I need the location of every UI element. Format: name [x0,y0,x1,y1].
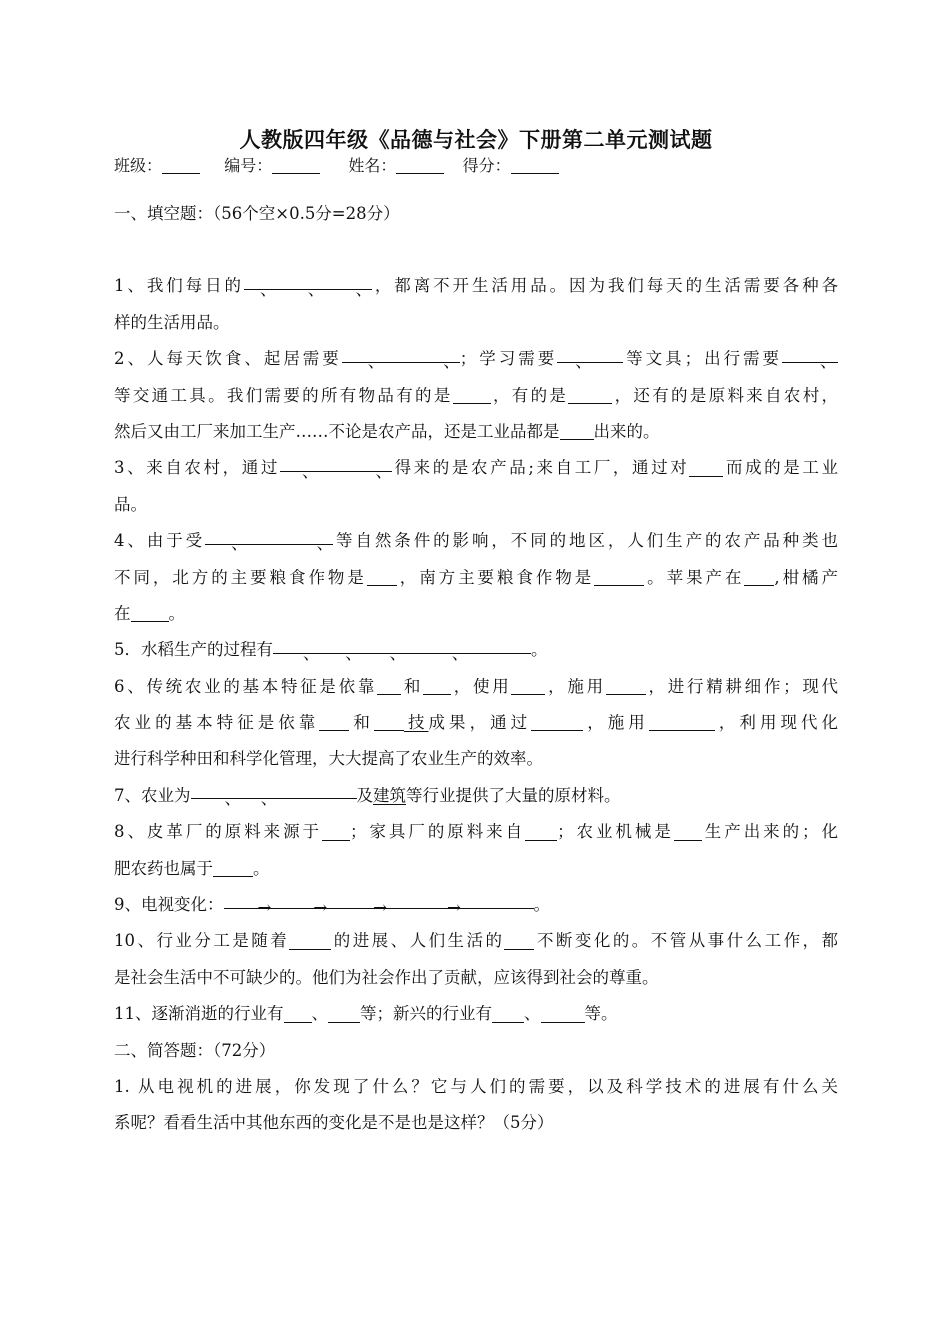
answer-blank[interactable]: 、 、 [191,781,357,799]
answer-blank[interactable] [560,422,594,440]
underlined-text: 技 [403,713,429,733]
answer-blank[interactable]: 、 、 、 [244,272,372,290]
answer-blank[interactable] [492,1004,524,1022]
answer-blank[interactable] [377,677,401,695]
question-4-line-3: 在 。 [114,603,185,623]
answer-blank[interactable] [541,1004,585,1022]
answer-blank[interactable] [525,822,557,840]
question-2-line-1: 2、人每天饮食、起居需要 、 、；学习需要 、 等文具；出行需要 、 [114,341,838,377]
question-1-line-2: 样的生活用品。 [114,312,230,332]
questions-body [114,196,838,1142]
short-answer-1-line-2: 系呢？看看生活中其他东西的变化是不是也是这样？（5分） [114,1113,554,1133]
class-label: 班级： [114,156,163,175]
answer-blank[interactable] [689,458,723,476]
question-4-line-1: 4、由于受 、 、等自然条件的影响，不同的地区，人们生产的农产品种类也 [114,523,838,559]
name-field[interactable] [396,156,444,174]
question-8-line-1: 8、皮革厂的原料来源于 ；家具厂的原料来自 ；农业机械是 生产出来的；化 [114,822,839,842]
answer-blank[interactable] [649,713,715,731]
answer-blank[interactable] [319,713,349,731]
answer-blank[interactable] [744,568,774,586]
answer-blank[interactable] [328,1004,360,1022]
question-3-line-2: 品。 [114,494,147,514]
answer-blank[interactable] [531,713,583,731]
answer-blank[interactable]: 、 、 [342,344,460,362]
answer-blank[interactable]: → → → → [224,890,534,908]
section2-heading: 二、简答题：（72分） [114,1040,276,1060]
question-4-line-2: 不同，北方的主要粮食作物是 ，南方主要粮食作物是 。苹果产在 ,柑橘产 [114,567,839,587]
question-10-line-1: 10、行业分工是随着 的进展、人们生活的 不断变化的。不管从事什么工作，都 [114,931,839,951]
question-2-line-2: 等交通工具。我们需要的所有物品有的是 ，有的是 ，还有的是原料来自农村， [114,385,839,405]
question-3-line-1: 3、来自农村，通过 、 、得来的是农产品;来自工厂，通过对 而成的是工业 [114,450,838,486]
short-answer-1-line-1: 1. 从电视机的进展，你发现了什么？它与人们的需要，以及科学技术的进展有什么关 [114,1076,838,1096]
section1-heading: 一、填空题：（56个空×0.5分=28分） [114,204,400,223]
answer-blank[interactable] [284,1004,312,1022]
answer-blank[interactable]: 、 、 [280,454,392,472]
answer-blank[interactable] [131,604,169,622]
answer-blank[interactable] [423,677,451,695]
question-6-line-1: 6、传统农业的基本特征是依靠 和 ，使用 ，施用 ，进行精耕细作；现代 [114,676,839,696]
question-11: 11、逐渐消逝的行业有 、 等；新兴的行业有 、 等。 [114,1004,618,1024]
page-title: 人教版四年级《品德与社会》下册第二单元测试题 [239,127,713,152]
answer-blank[interactable] [504,931,534,949]
question-5: 5．水稻生产的过程有 、 、 、 、 。 [114,632,838,668]
answer-blank[interactable] [568,386,612,404]
question-8-line-2: 肥农药也属于 。 [114,858,270,878]
question-7: 7、农业为 、 、 及建筑等行业提供了大量的原材料。 [114,778,838,814]
answer-blank[interactable] [511,677,545,695]
question-10-line-2: 是社会生活中不可缺少的。他们为社会作出了贡献，应该得到社会的尊重。 [114,967,659,987]
answer-blank[interactable] [367,568,397,586]
score-label: 得分： [462,156,511,175]
question-6-line-3: 进行科学种田和科学化管理，大大提高了农业生产的效率。 [114,749,543,769]
underlined-text: 建筑 [373,785,406,805]
answer-blank[interactable] [322,822,350,840]
number-field[interactable] [272,156,320,174]
answer-blank[interactable] [374,713,404,731]
answer-blank[interactable] [453,386,491,404]
student-info-line [114,153,559,176]
answer-blank[interactable] [674,822,702,840]
question-2-line-3: 然后又由工厂来加工生产……不论是农产品，还是工业品都是 出来的。 [114,421,660,441]
answer-blank[interactable]: 、 、 、 、 [273,636,531,654]
answer-blank[interactable] [289,931,331,949]
answer-blank[interactable]: 、 [557,344,623,362]
answer-blank[interactable]: 、 [782,344,838,362]
question-1-line-1: 1、我们每日的 、 、 、，都离不开生活用品。因为我们每天的生活需要各种各 [114,268,838,304]
name-label: 姓名： [348,156,397,175]
answer-blank[interactable] [594,568,644,586]
answer-blank[interactable] [606,677,646,695]
answer-blank[interactable]: 、 、 [205,526,333,544]
number-label: 编号： [224,156,273,175]
score-field[interactable] [511,156,559,174]
question-9: 9、电视变化： → → → → 。 [114,887,838,923]
question-6-line-2: 农业的基本特征是依靠 和 技成果，通过 ，施用 ，利用现代化 [114,713,839,733]
answer-blank[interactable] [213,859,253,877]
class-field[interactable] [162,156,200,174]
